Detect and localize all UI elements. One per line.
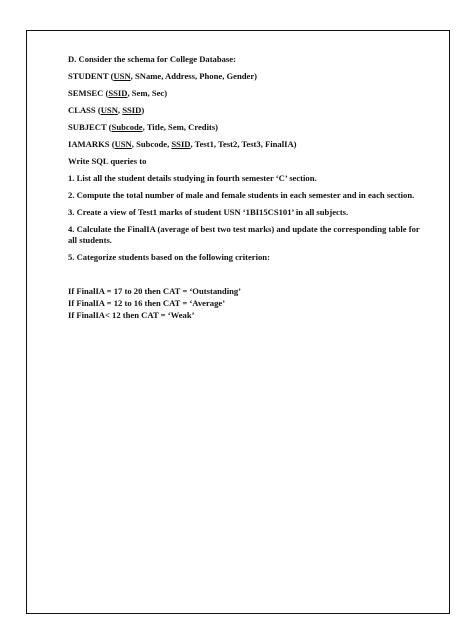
table-name: STUDENT xyxy=(68,71,109,81)
criterion-average: If FinalIA = 12 to 16 then CAT = ‘Average’ xyxy=(68,298,226,308)
query-5: 5. Categorize students based on the following criterion: xyxy=(68,252,270,262)
query-2: 2. Compute the total number of male and female students in each semester and in each section. xyxy=(68,190,415,200)
criterion-outstanding: If FinalIA = 17 to 20 then CAT = ‘Outstanding’ xyxy=(68,286,242,296)
section-heading: D. Consider the schema for College Database: xyxy=(68,54,236,64)
table-name: SUBJECT xyxy=(68,122,107,132)
query-3: 3. Create a view of Test1 marks of student USN ‘1BI15CS101’ in all subjects. xyxy=(68,207,349,217)
spacer xyxy=(68,269,428,286)
attributes: , SName, Address, Phone, Gender) xyxy=(130,71,258,81)
primary-key: USN xyxy=(114,139,132,149)
table-name: IAMARKS xyxy=(68,139,110,149)
attributes: , Test1, Test2, Test3, FinalIA) xyxy=(190,139,297,149)
primary-key-2: SSID xyxy=(122,105,142,115)
query-1: 1. List all the student details studying in fourth semester ‘C’ section. xyxy=(68,173,317,183)
paren: ( xyxy=(103,88,109,98)
separator: , Subcode, xyxy=(131,139,172,149)
query-4: 4. Calculate the FinalIA (average of best two test marks) and update the corresponding table for all students. xyxy=(68,224,420,245)
separator: , xyxy=(117,105,123,115)
paren: ( xyxy=(95,105,101,115)
schema-iamarks xyxy=(68,139,428,150)
paren: ( xyxy=(109,139,115,149)
primary-key: SSID xyxy=(108,88,128,98)
schema-student xyxy=(68,71,428,82)
paren: ( xyxy=(108,71,114,81)
attributes: ) xyxy=(141,105,145,115)
attributes: , Sem, Sec) xyxy=(127,88,168,98)
instruction-text: Write SQL queries to xyxy=(68,156,147,166)
schema-class xyxy=(68,105,428,116)
table-name: SEMSEC xyxy=(68,88,104,98)
primary-key-2: SSID xyxy=(171,139,191,149)
paren: ( xyxy=(106,122,112,132)
primary-key: USN xyxy=(100,105,118,115)
document-body xyxy=(68,54,428,322)
schema-subject xyxy=(68,122,428,133)
attributes: , Title, Sem, Credits) xyxy=(142,122,219,132)
primary-key: USN xyxy=(113,71,131,81)
criterion-weak: If FinalIA< 12 then CAT = ‘Weak’ xyxy=(68,310,195,320)
schema-semsec xyxy=(68,88,428,99)
primary-key: Subcode xyxy=(111,122,143,132)
table-name: CLASS xyxy=(68,105,96,115)
